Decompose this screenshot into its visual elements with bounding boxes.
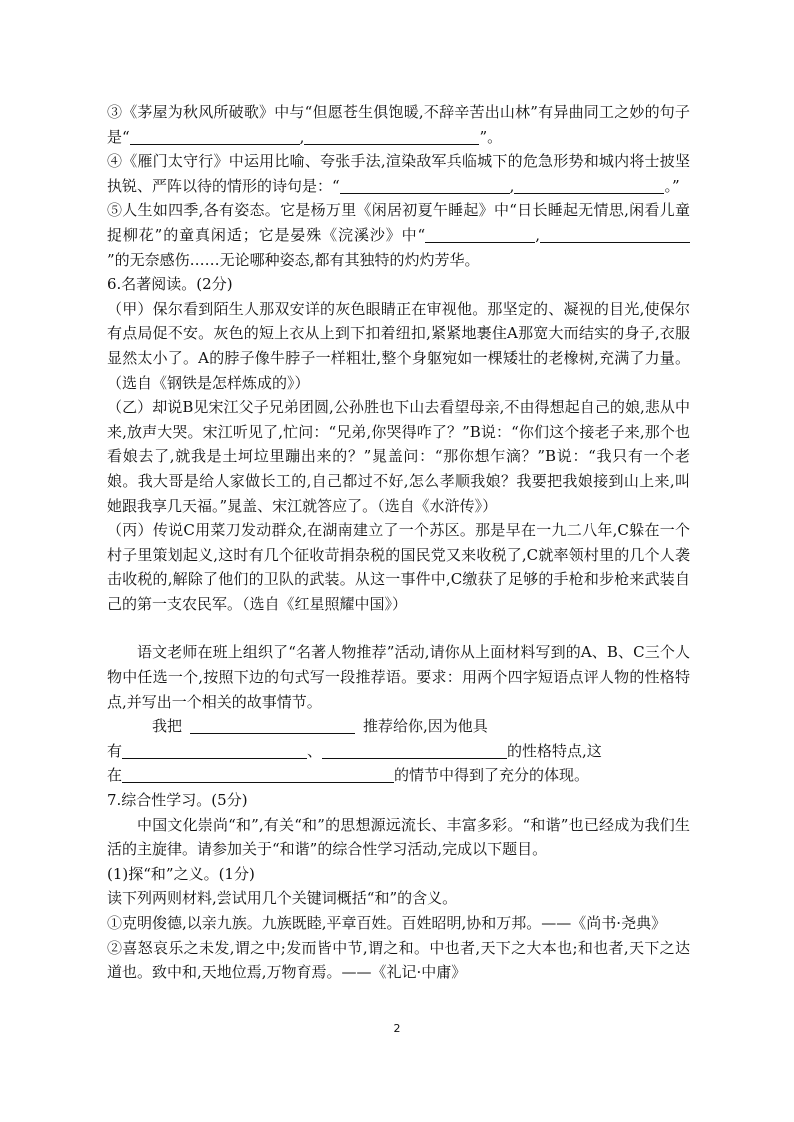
q6-template-line2: [107, 739, 690, 764]
answer-blank[interactable]: [122, 766, 394, 783]
q7-heading: 7.综合性学习。(5分): [107, 791, 248, 810]
q5-item3: [107, 100, 690, 149]
template-text: 的性格特点,这: [507, 741, 602, 760]
q7-intro: 中国文化崇尚“和”,有关“和”的思想源远流长、丰富多彩。“和谐”也已经成为我们生活的主旋律。请参加关于“和谐”的综合性学习活动,完成以下题目。: [107, 815, 690, 859]
template-text: 在: [107, 766, 123, 785]
q7-instruction: 读下列两则材料,尝试用几个关键词概括“和”的含义。: [107, 889, 458, 908]
q7-sub1: (1)探“和”之义。(1分): [107, 864, 255, 883]
answer-blank[interactable]: [514, 177, 664, 194]
closing-quote: ”。: [479, 127, 503, 146]
answer-blank[interactable]: [190, 717, 355, 734]
q5-item5: [107, 198, 690, 272]
q6-task: 语文老师在班上组织了“名著人物推荐”活动,请你从上面材料写到的A、B、C三个人物中任选一个,按照下边的句式写一段推荐语。要求：用两个四字短语点评人物的性格特点,并写出一个相关的故事情节。: [107, 643, 690, 711]
page-number: 2: [393, 1022, 401, 1035]
template-text: 有: [107, 741, 123, 760]
q5-item3-text: ③《茅屋为秋风所破歌》中与“但愿苍生俱饱暖,不辞辛苦出山林”有异曲同工之妙的句子是“: [107, 103, 690, 146]
q7-material-2: ②喜怒哀乐之未发,谓之中;发而皆中节,谓之和。中也者,天下之大本也;和也者,天下之达道也。致中和,天地位焉,万物育焉。——《礼记·中庸》: [107, 938, 690, 982]
q6-passage-bing: （丙）传说C用菜刀发动群众,在湖南建立了一个苏区。那是早在一九二八年,C躲在一个村子里策划起义,这时有几个征收苛捐杂税的国民党又来收税了,C就率领村里的几个人袭击收税的,解除了他们的卫队的武装。从这一事件中,C缴获了足够的手枪和步枪来武装自己的第一支农民军。（选自《红星照耀中国》）: [107, 521, 690, 613]
q6-heading: 6.名著阅读。(2分): [107, 275, 233, 294]
closing-quote: 。”: [664, 176, 680, 195]
q6-template-line1: [107, 714, 690, 739]
q6-passage-jia: （甲）保尔看到陌生人那双安详的灰色眼睛正在审视他。那坚定的、凝视的目光,使保尔有点局促不安。灰色的短上衣从上到下扣着纽扣,紧紧地裹住A那宽大而结实的身子,衣服显然太小了。A的脖子像牛脖子一样粗壮,整个身躯宛如一棵矮壮的老橡树,充满了力量。（选自《钢铁是怎样炼成的》）: [107, 299, 690, 392]
answer-blank[interactable]: [304, 128, 479, 145]
closing-text: ”的无奈感伤……无论哪种姿态,都有其独特的灼灼芳华。: [107, 250, 480, 269]
template-text: 我把: [152, 717, 183, 736]
answer-blank[interactable]: [122, 742, 307, 759]
answer-blank[interactable]: [340, 177, 510, 194]
template-text: 的情节中得到了充分的体现。: [394, 766, 590, 785]
q5-item5-text: ⑤人生如四季,各有姿态。它是杨万里《闲居初夏午睡起》中“日长睡起无情思,闲看儿童捉柳花”的童真闲适；它是晏殊《浣溪沙》中“: [107, 201, 690, 244]
q5-item4: [107, 149, 690, 198]
answer-blank[interactable]: [322, 742, 507, 759]
answer-blank[interactable]: [425, 226, 535, 243]
answer-blank[interactable]: [540, 226, 690, 243]
template-text: 、: [307, 741, 323, 760]
separator: ,: [535, 225, 540, 244]
q6-passage-yi: （乙）却说B见宋江父子兄弟团圆,公孙胜也下山去看望母亲,不由得想起自己的娘,悲从中来,放声大哭。宋江听见了,忙问：“兄弟,你哭得咋了？”B说：“你们这个接老子来,那个也看娘去了,就我是土坷垃里蹦出来的？”晁盖问：“那你想乍滴？”B说：“我只有一个老娘。我大哥是给人家做长工的,自己都过不好,怎么孝顺我娘？我要把我娘接到山上来,叫她跟我享几天福。”晁盖、宋江就答应了。（选自《水浒传》）: [107, 398, 690, 515]
answer-blank[interactable]: [130, 128, 300, 145]
q7-material-1: ①克明俊德,以亲九族。九族既睦,平章百姓。百姓昭明,协和万邦。——《尚书·尧典》: [107, 914, 667, 932]
document-body: [107, 100, 690, 985]
template-text: 推荐给你,因为他具: [363, 717, 488, 736]
q5-item4-text: ④《雁门太守行》中运用比喻、夸张手法,渲染敌军兵临城下的危急形势和城内将士披坚执锐、严阵以待的情形的诗句是：“: [107, 152, 690, 195]
q6-template-line3: [107, 763, 690, 788]
separator: ,: [509, 176, 515, 195]
spacer: [107, 616, 690, 640]
separator: ,: [299, 127, 305, 146]
